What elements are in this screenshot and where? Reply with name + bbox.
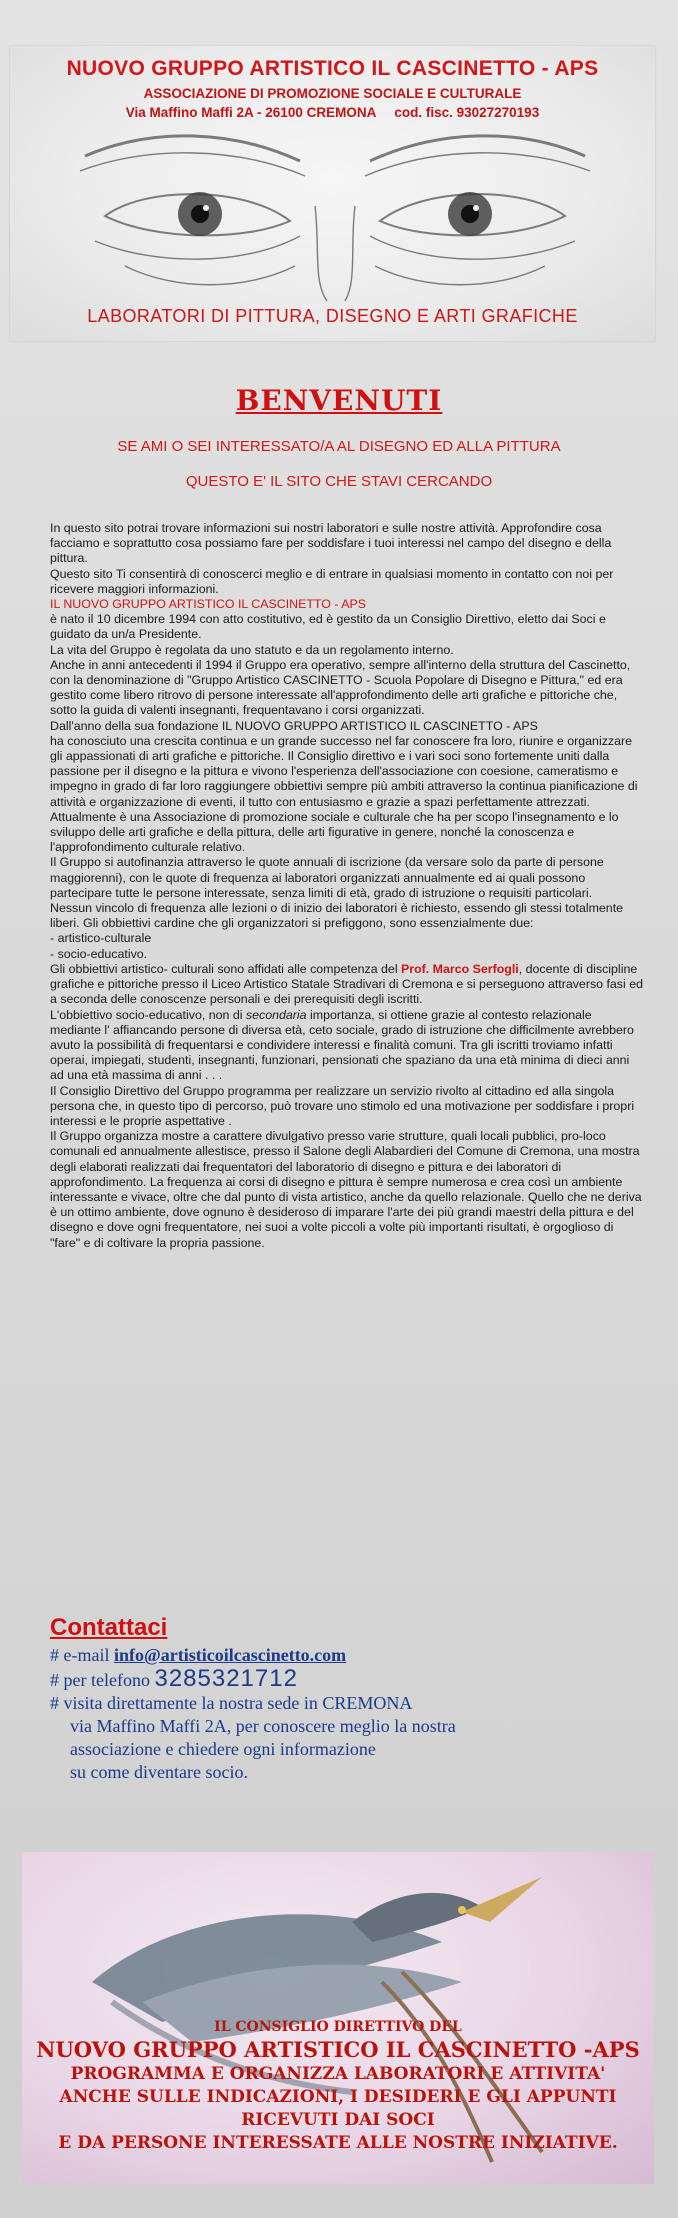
phone-number[interactable]: 3285321712: [154, 1665, 298, 1692]
contact-phone-line: [50, 1667, 640, 1692]
paragraph: è nato il 10 dicembre 1994 con atto costitutivo, ed è gestito da un Consiglio Direttivo, eletto dai Soci e guidato da un/a Presidente.: [50, 612, 606, 642]
org-name: NUOVO GRUPPO ARTISTICO IL CASCINETTO - APS: [66, 57, 599, 80]
welcome-title: BENVENUTI: [235, 384, 443, 417]
eyes-drawing-image: [65, 116, 605, 311]
paragraph: Anche in anni antecedenti il 1994 il Gruppo era operativo, sempre all'interno della struttura del Cascinetto, con la denominazione di "Gruppo Artistico CASCINETTO - Scuola Popolare di Disegno e Pittura," ed era gestito come libero ritrovo di persone interessate all'approfondimento delle arti grafiche e pittoriche che, sotto la guida di valenti insegnanti, frequentavano i corsi organizzati.: [50, 657, 631, 718]
email-label: e-mail: [63, 1645, 114, 1665]
paragraph: Dall'anno della sua fondazione IL NUOVO GRUPPO ARTISTICO IL CASCINETTO - APS: [50, 718, 538, 733]
paragraph: ha conosciuto una crescita continua e un grande successo nel far conoscere fra loro, riunire e organizzare gli appassionati di arti grafiche e pittoriche. Il Consiglio direttivo e i vari soci sono fortemente uniti dalla passione per il disegno e la pittura e vivono l'esperienza dell'associazione con coesione, cameratismo e impegno in grado di far loro raggiungere obbiettivi sempre più ambiti attraverso la continua pianificazione di attività e organizzazione di eventi, il tutto con entusiasmo e grazie a spazi perfettamente attrezzati.: [50, 733, 638, 809]
contact-email-line: [50, 1644, 640, 1667]
contact-visit-line: [50, 1692, 640, 1715]
paragraph: [50, 962, 646, 1008]
paragraph: In questo sito potrai trovare informazioni sui nostri laboratori e sulle nostre attività. Approfondire cosa facciamo e soprattutto cosa possiamo fare per soddisfare i tuoi interessi nel campo del disegno e della pittura.: [50, 521, 612, 566]
paragraph: Attualmente è una Associazione di promozione sociale e culturale che ha per scopo l'insegnamento e lo sviluppo delle arti grafiche e della pittura, delle arti figurative in genere, nonché la conoscenza e l'approfondimento culturale relativo.: [50, 809, 619, 855]
paragraph: Il Gruppo si autofinanzia attraverso le quote annuali di iscrizione (da versare solo da parte di persone maggiorenni), con le quote di frequenza ai laboratori organizzati annualmente ed ai quali possono partecipare tutte le persone interessate, senza limiti di età, grado di istruzione o requisiti particolari.: [50, 855, 604, 900]
emphasis-text: secondaria: [245, 1007, 307, 1022]
org-subtitle: ASSOCIAZIONE DI PROMOZIONE SOCIALE E CULTURALE: [143, 86, 522, 101]
hash-bullet-icon: #: [50, 1670, 59, 1690]
paragraph: Il Consiglio Direttivo del Gruppo programma per realizzare un servizio rivolto al cittadino ed alla singola persona che, in questo tipo di percorso, può trovare uno stimolo ed una motivazione per soddisfare i propri interessi e le proprie aspettative .: [50, 1083, 635, 1128]
paragraph: - artistico-culturale: [50, 931, 152, 946]
address-text: Via Maffino Maffi 2A - 26100 CREMONA: [125, 105, 377, 120]
footer-line: IL CONSIGLIO DIRETTIVO DEL: [214, 2019, 462, 2035]
paragraph-text: L'obbiettivo socio-educativo, non di: [50, 1007, 246, 1022]
phone-label: per telefono: [63, 1670, 155, 1690]
paragraph: - socio-educativo.: [50, 946, 148, 961]
header-banner: [10, 46, 655, 341]
footer-message: [22, 2017, 654, 2155]
contacts-section: [50, 1614, 640, 1784]
paragraph-text: Gli obbiettivi artistico- culturali sono affidati alle competenza del: [50, 961, 402, 976]
paragraph-text: importanza, si ottiene grazie al contesto relazionale mediante l' affiancando persone di diversa età, ceto sociale, grado di istruzione che difficilmente avrebbero avuto la possibilità di frequentarsi e condividere interessi e finalità comuni. Tra gli iscritti troviamo infatti operai, impiegati, studenti, insegnanti, funzionari, pensionati che spaziano da una età minima di dieci anni ad una età massima di anni . . .: [50, 1007, 634, 1083]
visit-text: associazione e chiedere ogni informazione: [70, 1739, 376, 1759]
welcome-tagline-1: SE AMI O SEI INTERESSATO/A AL DISEGNO ED ALLA PITTURA: [117, 438, 561, 455]
footer-line: E DA PERSONE INTERESSATE ALLE NOSTRE INIZIATIVE.: [58, 2133, 618, 2153]
paragraph: [50, 1008, 646, 1084]
email-link[interactable]: info@artisticoilcascinetto.com: [113, 1645, 347, 1665]
tax-code: cod. fisc. 93027270193: [394, 105, 540, 120]
hash-bullet-icon: #: [50, 1645, 59, 1665]
intro-body: [50, 521, 646, 1251]
paragraph-text: , docente di discipline grafiche e pittoriche presso il Liceo Artistico Statale Stradivari di Cremona e si perseguono attraverso fasi ed a seconda delle conoscenze personali e dei prerequisiti degli iscritti.: [50, 961, 643, 1007]
visit-text: visita direttamente la nostra sede in CREMONA: [63, 1693, 413, 1713]
contacts-title: Contattaci: [50, 1614, 168, 1641]
org-address: [10, 105, 655, 120]
paragraph: Il Gruppo organizza mostre a carattere divulgativo presso varie strutture, quali locali pubblici, pro-loco comunali ed annualmente allestisce, presso il Salone degli Alabardieri del Comune di Cremona, una mostra degli elaborati realizzati dai frequentatori del laboratorio di disegno e pittura e dei laboratori di approfondimento. La frequenza ai corsi di disegno e pittura è sempre numerosa e crea così un ambiente interessante e vivace, oltre che dal punto di vista artistico, anche da quello relazionale. Quello che ne deriva è un ottimo ambiente, dove ognuno è desideroso di imparare l'arte dei più grandi maestri della pittura e del disegno e dove ogni frequentatore, nei suoi a volte piccoli a volte più importanti risultati, è orgoglioso di "fare" e di coltivare la propria passione.: [50, 1129, 642, 1250]
visit-text: via Maffino Maffi 2A, per conoscere meglio la nostra: [70, 1716, 456, 1736]
footer-line: NUOVO GRUPPO ARTISTICO IL CASCINETTO -APS: [36, 2037, 640, 2062]
welcome-tagline-2: QUESTO E' IL SITO CHE STAVI CERCANDO: [185, 473, 493, 490]
group-heading: IL NUOVO GRUPPO ARTISTICO IL CASCINETTO - APS: [50, 597, 367, 612]
paragraph: Questo sito Ti consentirà di conoscerci meglio e di entrare in qualsiasi momento in contatto con noi per ricevere maggiori informazioni.: [50, 566, 614, 596]
paragraph: La vita del Gruppo è regolata da uno statuto e da un regolamento interno.: [50, 642, 454, 657]
footer-line: PROGRAMMA E ORGANIZZA LABORATORI E ATTIVITA': [70, 2064, 606, 2084]
hash-bullet-icon: #: [50, 1693, 59, 1713]
paragraph: Nessun vincolo di frequenza alle lezioni o di inizio dei laboratori è richiesto, essendo gli stessi totalmente liberi. Gli obbiettivi cardine che gli organizzatori si prefiggono, sono essenzialmente due:: [50, 901, 624, 931]
footer-line: RICEVUTI DAI SOCI: [241, 2110, 435, 2130]
footer-line: ANCHE SULLE INDICAZIONI, I DESIDERI E GLI APPUNTI: [59, 2087, 617, 2107]
visit-text: su come diventare socio.: [70, 1762, 248, 1782]
professor-name: Prof. Marco Serfogli: [401, 961, 519, 976]
footer-banner: [22, 1852, 654, 2184]
lab-title: LABORATORI DI PITTURA, DISEGNO E ARTI GRAFICHE: [87, 306, 578, 326]
